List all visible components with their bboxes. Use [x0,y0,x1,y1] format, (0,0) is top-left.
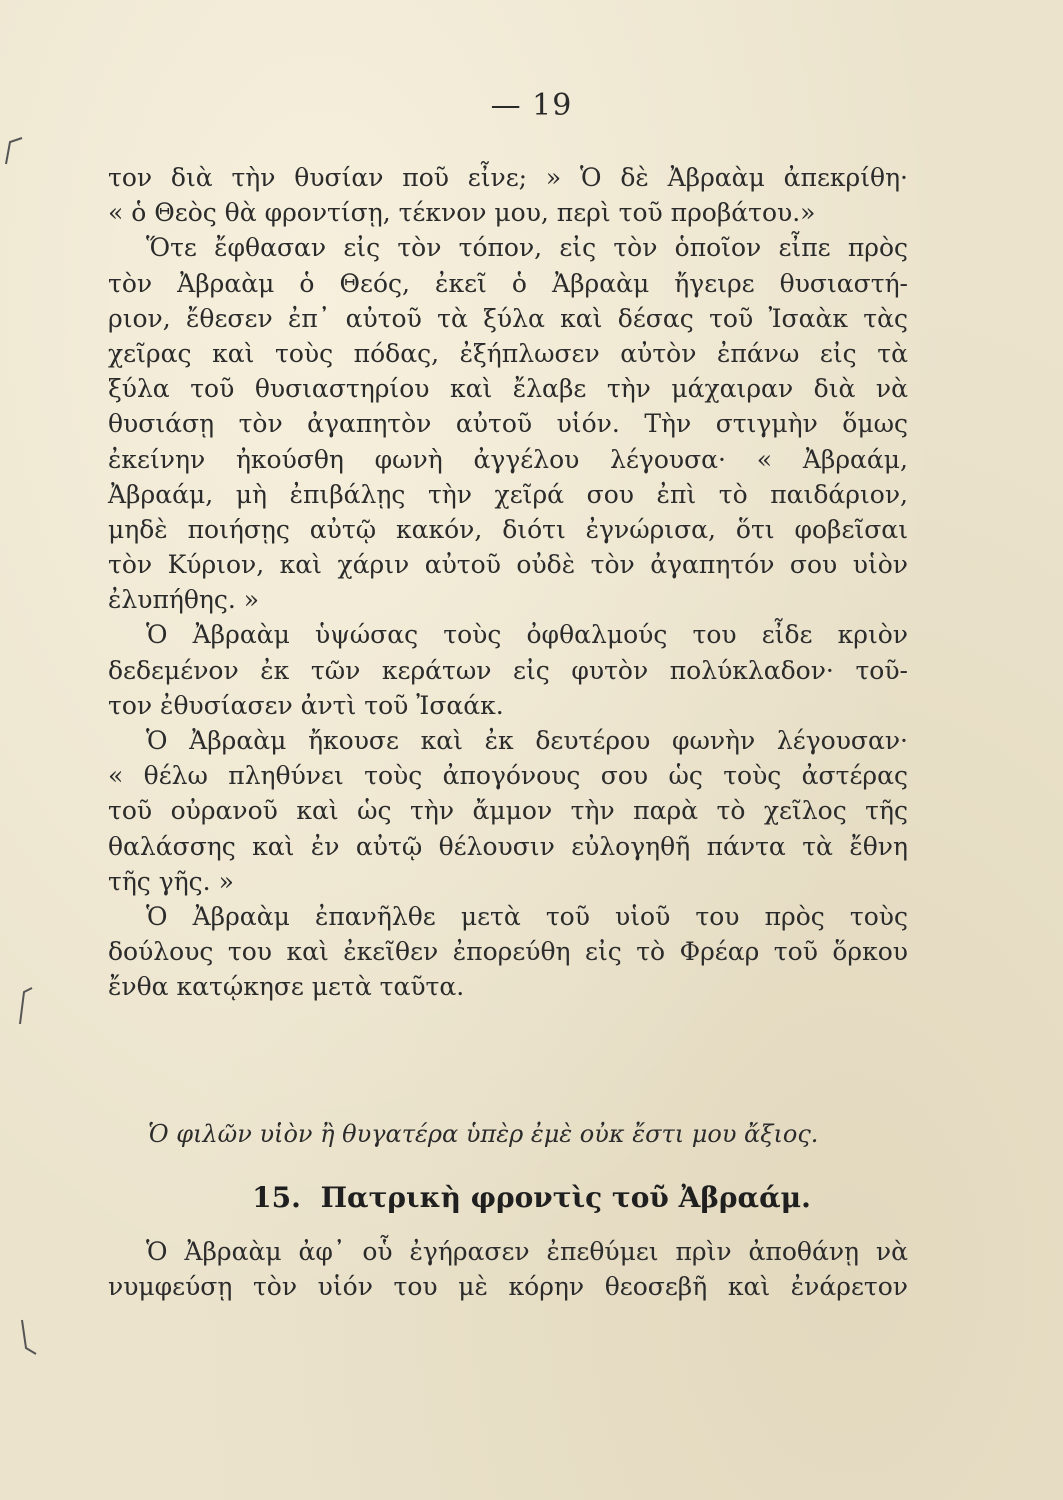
text-line: τὸν Κύριον, καὶ χάριν αὐτοῦ οὐδὲ τὸν ἀγαπητόν σου υἱὸν [108,550,908,580]
text-line: τὸν Ἀβραὰμ ὁ Θεός, ἐκεῖ ὁ Ἀβραὰμ ἤγειρε θυσιαστή- [108,268,908,298]
text-line: χεῖρας καὶ τοὺς πόδας, ἐξήπλωσεν αὐτὸν ἐπάνω εἰς τὰ [108,338,908,368]
text-line: ξύλα τοῦ θυσιαστηρίου καὶ ἔλαβε τὴν μάχαιραν διὰ νὰ [108,374,908,404]
text-line: Ὁ Ἀβραὰμ ἤκουσε καὶ ἐκ δευτέρου φωνὴν λέγουσαν· [146,726,908,755]
text-line: ριον, ἔθεσεν ἐπ᾽ αὐτοῦ τὰ ξύλα καὶ δέσας τοῦ Ἰσαὰκ τὰς [108,303,908,333]
section-heading [0,1181,1063,1214]
text-line: Ὁ Ἀβραὰμ ὑψώσας τοὺς ὀφθαλμούς του εἶδε κριὸν [146,620,908,650]
text-line: τον ἐθυσίασεν ἀντὶ τοῦ Ἰσαάκ. [108,690,504,720]
text-line: μηδὲ ποιήσῃς αὐτῷ κακόν, διότι ἐγνώρισα, ὅτι φοβεῖσαι [108,514,908,544]
main-paragraph-block [108,160,908,1005]
text-line: Ὁ Ἀβραὰμ ἐπανῆλθε μετὰ τοῦ υἱοῦ του πρὸς τοὺς [146,901,908,931]
text-line: Ἀβραάμ, μὴ ἐπιβάλῃς τὴν χεῖρά σου ἐπὶ τὸ παιδάριον, [108,479,908,509]
margin-mark-icon [18,1318,38,1365]
scripture-motto: Ὁ φιλῶν υἱὸν ἢ θυγατέρα ὑπὲρ ἐμὲ οὐκ ἔστι μου ἄξιος. [148,1120,819,1148]
text-line: θαλάσσης καὶ ἐν αὐτῷ θέλουσιν εὐλογηθῆ πάντα τὰ ἔθνη [108,831,908,861]
text-line: « ὁ Θεὸς θὰ φροντίσῃ, τέκνον μου, περὶ τοῦ προβάτου.» [108,198,816,228]
text-line: τῆς γῆς. » [108,866,234,896]
text-line: ἔνθα κατῴκησε μετὰ ταῦτα. [108,972,465,1002]
text-line: ἐλυπήθης. » [108,585,260,615]
section-number: 15. [252,1181,301,1214]
text-line: δούλους του καὶ ἐκεῖθεν ἐπορεύθη εἰς τὸ Φρέαρ τοῦ ὅρκου [108,937,908,967]
page-number: — 19 [490,88,573,123]
text-line: θυσιάσῃ τὸν ἀγαπητὸν αὐτοῦ υἱόν. Τὴν στιγμὴν ὅμως [108,409,908,439]
text-line: « θέλω πληθύνει τοὺς ἀπογόνους σου ὡς τοὺς ἀστέρας [108,761,908,791]
text-line: Ὁ Ἀβραὰμ ἀφ᾽ οὗ ἐγήρασεν ἐπεθύμει πρὶν ἀποθάνῃ νὰ [146,1237,908,1266]
text-line: Ὅτε ἔφθασαν εἰς τὸν τόπον, εἰς τὸν ὁποῖον εἶπε πρὸς [146,233,908,263]
section-paragraph-block [108,1234,908,1304]
text-line: νυμφεύσῃ τὸν υἱόν του μὲ κόρην θεοσεβῆ καὶ ἐνάρετον [108,1272,908,1302]
text-line: τοῦ οὐρανοῦ καὶ ὡς τὴν ἄμμον τὴν παρὰ τὸ χεῖλος τῆς [108,796,908,826]
margin-mark-icon [2,136,24,173]
text-line: ἐκείνην ἠκούσθη φωνὴ ἀγγέλου λέγουσα· « Ἀβραάμ, [108,444,908,474]
section-title: Πατρικὴ φροντὶς τοῦ Ἀβραάμ. [320,1181,811,1214]
margin-mark-icon [14,986,36,1033]
text-line: δεδεμένον ἐκ τῶν κεράτων εἰς φυτὸν πολύκλαδον· τοῦ- [108,655,908,685]
text-line: τον διὰ τὴν θυσίαν ποῦ εἶνε; » Ὁ δὲ Ἀβραὰμ ἀπεκρίθη· [108,163,908,192]
